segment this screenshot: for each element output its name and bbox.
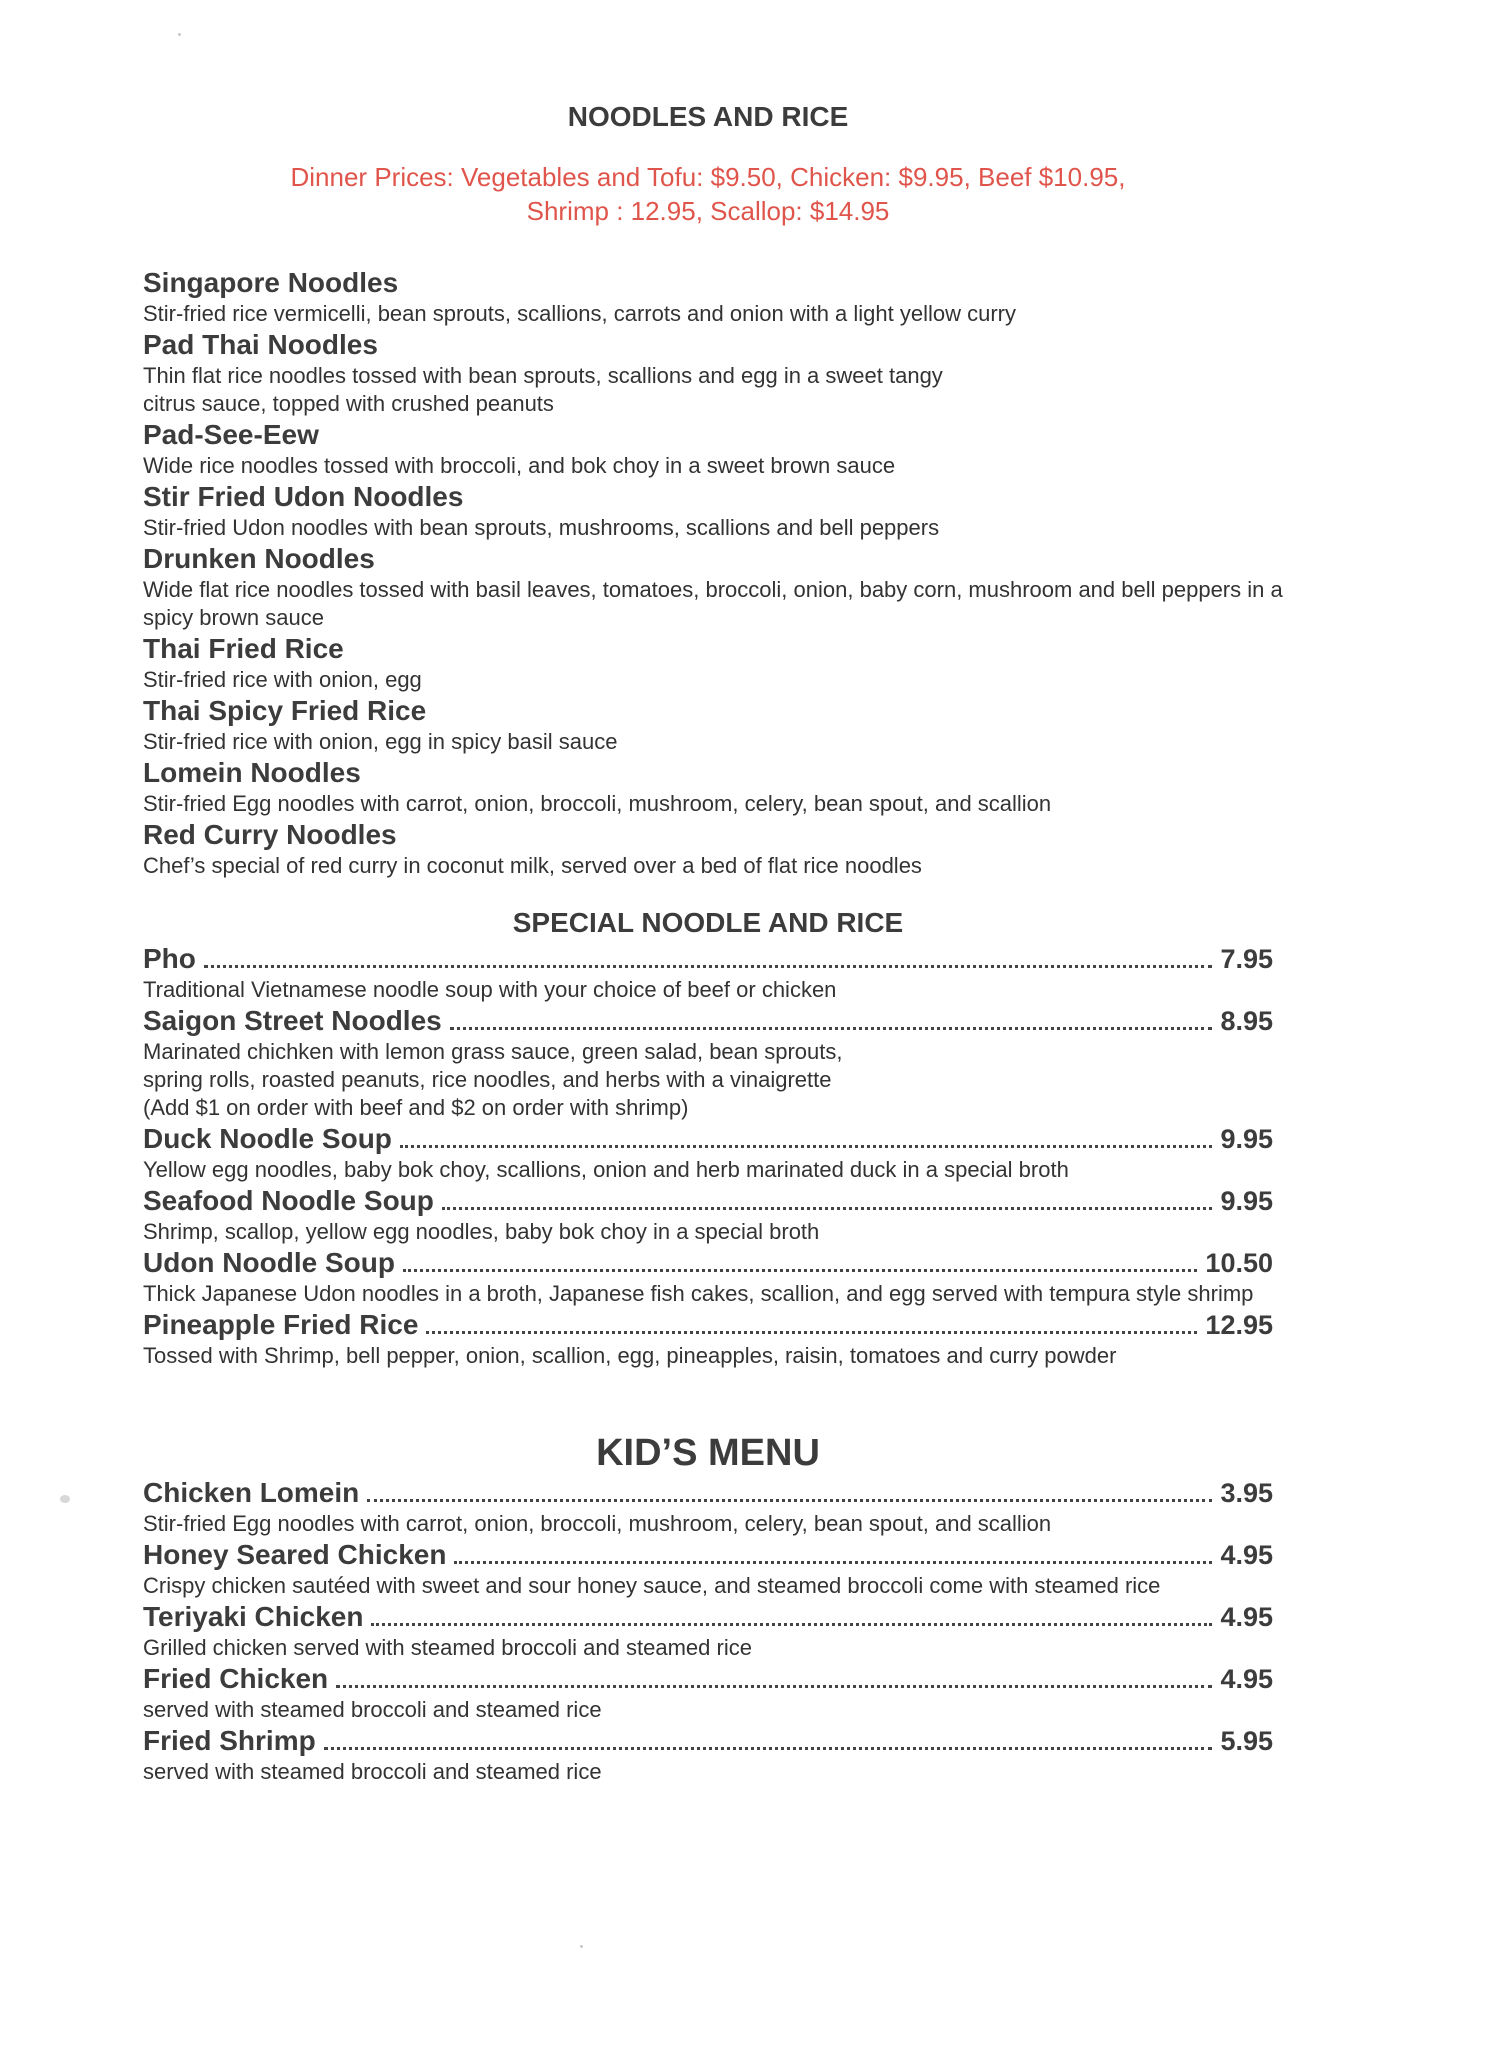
menu-item [143, 1122, 1413, 1184]
menu-item-description: Stir-fried rice with onion, egg [143, 667, 422, 692]
special-item-list [143, 942, 1413, 1370]
menu-item-description: Crispy chicken sautéed with sweet and sour honey sauce, and steamed broccoli come with steamed rice [143, 1573, 1161, 1598]
menu-item-name: Pineapple Fried Rice [143, 1309, 419, 1340]
menu-item-name: Seafood Noodle Soup [143, 1185, 434, 1216]
special-noodle-and-rice-section [143, 906, 1413, 1370]
scan-speck [178, 33, 181, 36]
menu-item-description: Grilled chicken served with steamed broccoli and steamed rice [143, 1635, 752, 1660]
section-title-special-noodle-and-rice: SPECIAL NOODLE AND RICE [512, 907, 904, 938]
menu-item [143, 480, 1413, 542]
dot-leader [454, 1560, 1212, 1564]
menu-item-name: Udon Noodle Soup [143, 1247, 395, 1278]
dinner-prices-line: Shrimp : 12.95, Scallop: $14.95 [526, 196, 890, 226]
dinner-prices-line: Dinner Prices: Vegetables and Tofu: $9.50, Chicken: $9.95, Beef $10.95, [290, 162, 1126, 192]
menu-item-header [143, 1476, 1273, 1510]
menu-item-price: 8.95 [1220, 1006, 1273, 1036]
menu-item-price: 7.95 [1220, 944, 1273, 974]
menu-item-header [143, 1662, 1273, 1696]
menu-item-price: 3.95 [1220, 1478, 1273, 1508]
menu-item-name: Duck Noodle Soup [143, 1123, 392, 1154]
menu-item-header [143, 942, 1273, 976]
kids-menu-section [143, 1430, 1413, 1786]
menu-item-description: Stir-fried Egg noodles with carrot, onion, broccoli, mushroom, celery, bean spout, and scallion [143, 1511, 1052, 1536]
noodles-and-rice-section [143, 100, 1413, 880]
scan-speck [580, 1945, 583, 1948]
menu-item [143, 694, 1413, 756]
menu-item-description: Chef’s special of red curry in coconut milk, served over a bed of flat rice noodles [143, 853, 922, 878]
menu-item-name: Drunken Noodles [143, 543, 375, 574]
menu-item [143, 1308, 1413, 1370]
section-title-noodles-and-rice: NOODLES AND RICE [567, 101, 849, 132]
dot-leader [367, 1498, 1212, 1502]
menu-item [143, 942, 1413, 1004]
menu-item-header [143, 1122, 1273, 1156]
menu-item-description: spring rolls, roasted peanuts, rice noodles, and herbs with a vinaigrette [143, 1067, 832, 1092]
section-title-kids-menu: KID’S MENU [596, 1432, 820, 1474]
scan-speck [60, 1495, 70, 1503]
menu-item-description: Stir-fried rice vermicelli, bean sprouts, scallions, carrots and onion with a light yellow curry [143, 301, 1017, 326]
menu-item-header [143, 1308, 1273, 1342]
menu-item [143, 1246, 1413, 1308]
menu-item-name: Chicken Lomein [143, 1477, 360, 1508]
menu-item-description: (Add $1 on order with beef and $2 on order with shrimp) [143, 1095, 689, 1120]
menu-item-description: Traditional Vietnamese noodle soup with your choice of beef or chicken [143, 977, 837, 1002]
dot-leader [442, 1206, 1213, 1210]
menu-item-name: Red Curry Noodles [143, 819, 397, 850]
menu-item [143, 632, 1413, 694]
dot-leader [426, 1330, 1197, 1334]
menu-item-description: citrus sauce, topped with crushed peanuts [143, 391, 554, 416]
menu-item [143, 1476, 1413, 1538]
menu-item-description: served with steamed broccoli and steamed rice [143, 1759, 602, 1784]
menu-content [143, 100, 1413, 1786]
menu-item-price: 4.95 [1220, 1602, 1273, 1632]
dot-leader [450, 1026, 1213, 1030]
menu-item-name: Fried Chicken [143, 1663, 329, 1694]
menu-item-name: Lomein Noodles [143, 757, 361, 788]
menu-item-description: Shrimp, scallop, yellow egg noodles, baby bok choy in a special broth [143, 1219, 820, 1244]
menu-item-description: Wide flat rice noodles tossed with basil leaves, tomatoes, broccoli, onion, baby corn, mushroom and bell peppers in a [143, 577, 1283, 602]
menu-item [143, 266, 1413, 328]
dot-leader [324, 1746, 1213, 1750]
menu-item-header [143, 1538, 1273, 1572]
menu-item-name: Pho [143, 943, 196, 974]
menu-item [143, 1600, 1413, 1662]
menu-item-description: Wide rice noodles tossed with broccoli, and bok choy in a sweet brown sauce [143, 453, 896, 478]
menu-item-description: Thick Japanese Udon noodles in a broth, Japanese fish cakes, scallion, and egg served with tempura style shrimp [143, 1281, 1254, 1306]
dot-leader [371, 1622, 1212, 1626]
menu-item-name: Saigon Street Noodles [143, 1005, 442, 1036]
menu-item-name: Thai Spicy Fried Rice [143, 695, 427, 726]
menu-item [143, 1004, 1413, 1122]
menu-item-name: Pad-See-Eew [143, 419, 319, 450]
kids-item-list [143, 1476, 1413, 1786]
menu-item-description: Stir-fried Udon noodles with bean sprouts, mushrooms, scallions and bell peppers [143, 515, 940, 540]
menu-item-name: Honey Seared Chicken [143, 1539, 447, 1570]
menu-item-name: Thai Fried Rice [143, 633, 344, 664]
menu-item-description: served with steamed broccoli and steamed rice [143, 1697, 602, 1722]
dinner-prices [143, 160, 1273, 228]
dot-leader [400, 1144, 1213, 1148]
menu-item-name: Singapore Noodles [143, 267, 399, 298]
menu-item-price: 4.95 [1220, 1540, 1273, 1570]
menu-item-header [143, 1724, 1273, 1758]
menu-item-description: Thin flat rice noodles tossed with bean sprouts, scallions and egg in a sweet tangy [143, 363, 943, 388]
menu-item [143, 818, 1413, 880]
menu-item [143, 1724, 1413, 1786]
menu-item-header [143, 1184, 1273, 1218]
menu-item-price: 9.95 [1220, 1124, 1273, 1154]
menu-item [143, 756, 1413, 818]
menu-item-price: 10.50 [1205, 1248, 1273, 1278]
menu-item [143, 1184, 1413, 1246]
menu-item-name: Teriyaki Chicken [143, 1601, 364, 1632]
menu-item [143, 1538, 1413, 1600]
menu-item-header [143, 1004, 1273, 1038]
menu-item-name: Stir Fried Udon Noodles [143, 481, 464, 512]
menu-item-description: Marinated chichken with lemon grass sauce, green salad, bean sprouts, [143, 1039, 843, 1064]
menu-item-price: 12.95 [1205, 1310, 1273, 1340]
menu-item-description: Yellow egg noodles, baby bok choy, scallions, onion and herb marinated duck in a special broth [143, 1157, 1069, 1182]
menu-item-description: spicy brown sauce [143, 605, 324, 630]
dot-leader [204, 964, 1213, 968]
menu-item-price: 5.95 [1220, 1726, 1273, 1756]
menu-item-name: Pad Thai Noodles [143, 329, 378, 360]
dot-leader [403, 1268, 1197, 1272]
menu-item [143, 328, 1413, 418]
menu-item-header [143, 1246, 1273, 1280]
menu-item [143, 418, 1413, 480]
menu-item-description: Stir-fried rice with onion, egg in spicy basil sauce [143, 729, 618, 754]
menu-item-description: Tossed with Shrimp, bell pepper, onion, scallion, egg, pineapples, raisin, tomatoes and curry powder [143, 1343, 1117, 1368]
dot-leader [336, 1684, 1212, 1688]
menu-item [143, 1662, 1413, 1724]
menu-item [143, 542, 1413, 632]
noodles-item-list [143, 266, 1413, 880]
menu-item-header [143, 1600, 1273, 1634]
menu-item-price: 9.95 [1220, 1186, 1273, 1216]
menu-item-price: 4.95 [1220, 1664, 1273, 1694]
menu-item-name: Fried Shrimp [143, 1725, 316, 1756]
menu-item-description: Stir-fried Egg noodles with carrot, onion, broccoli, mushroom, celery, bean spout, and scallion [143, 791, 1052, 816]
